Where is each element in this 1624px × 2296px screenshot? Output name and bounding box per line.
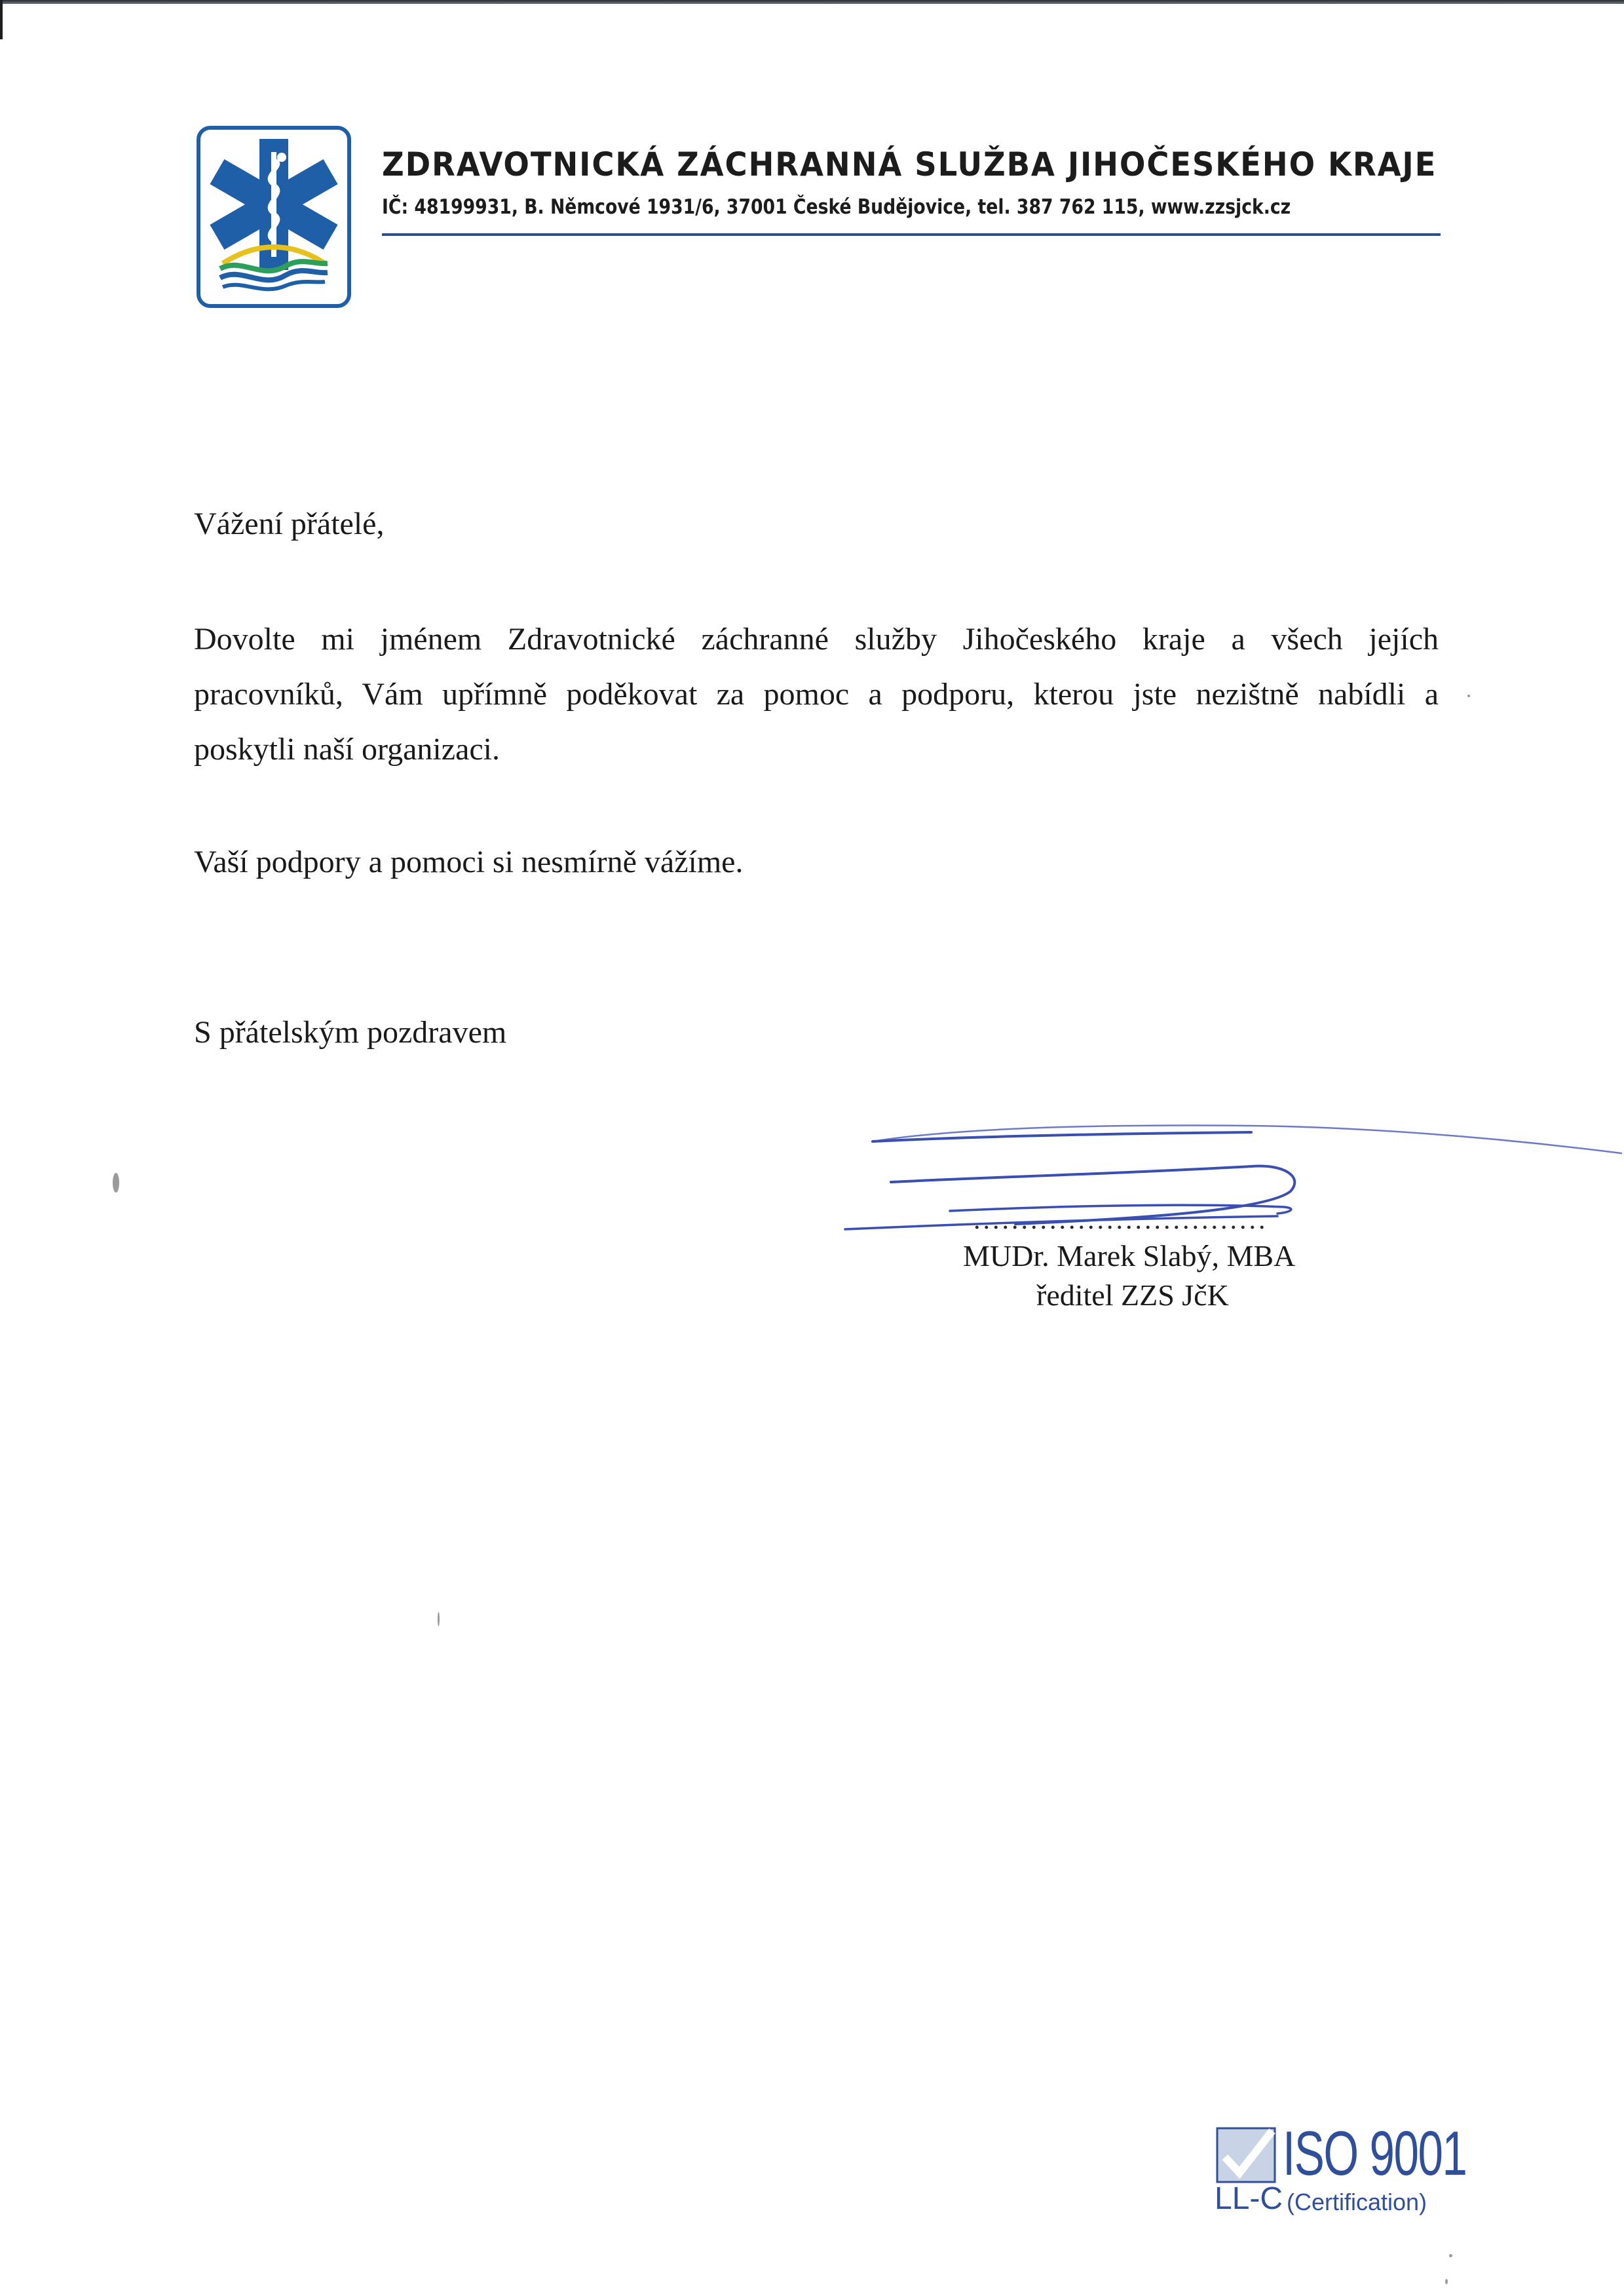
organization-address: IČ: 48199931, B. Němcové 1931/6, 37001 České Budějovice, tel. 387 762 115, www.zzsjck.cz	[382, 195, 1291, 219]
organization-name: ZDRAVOTNICKÁ ZÁCHRANNÁ SLUŽBA JIHOČESKÉHO KRAJE	[382, 145, 1437, 183]
scan-edge-top	[0, 0, 1624, 4]
salutation: Vážení přátelé,	[194, 507, 385, 541]
header-divider	[382, 233, 1441, 236]
scan-speck	[113, 1173, 119, 1193]
signatory-name: MUDr. Marek Slabý, MBA	[963, 1239, 1296, 1272]
scan-speck	[1445, 2279, 1448, 2284]
certification-label: (Certification)	[1287, 2189, 1427, 2215]
iso-standard: ISO 9001	[1283, 2118, 1467, 2189]
star-of-life-logo	[197, 126, 351, 308]
iso-check-icon	[1216, 2127, 1276, 2183]
scan-speck	[1467, 695, 1470, 697]
paragraph-line: pracovníků, Vám upřímně poděkovat za pomoc a podporu, kterou jste nezištně nabídli a	[194, 677, 1439, 712]
signature-line: ...............................	[973, 1205, 1268, 1235]
paragraph-appreciation: Vaší podpory a pomoci si nesmírně vážíme.	[194, 845, 744, 879]
scan-edge-left	[0, 0, 3, 39]
paragraph-line: poskytli naší organizaci.	[194, 732, 500, 767]
closing: S přátelským pozdravem	[194, 1015, 507, 1050]
scan-speck	[1449, 2254, 1452, 2257]
scan-speck	[438, 1612, 440, 1626]
signatory-role: ředitel ZZS JčK	[1036, 1278, 1229, 1312]
paragraph-line: Dovolte mi jménem Zdravotnické záchranné služby Jihočeského kraje a všech jejích	[194, 622, 1439, 657]
paragraph-thanks	[194, 612, 1439, 777]
certifier-code: LL-C	[1215, 2181, 1283, 2216]
